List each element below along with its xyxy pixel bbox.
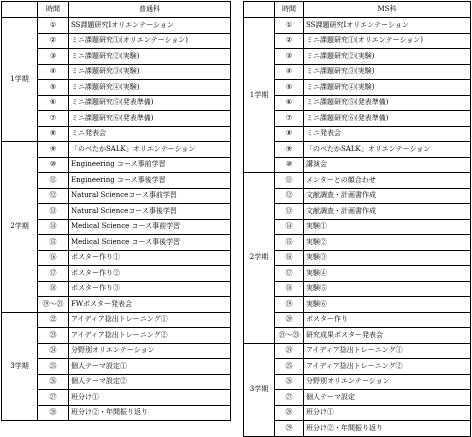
lesson-title: 実験① [304,219,471,235]
period-number: ① [38,18,69,34]
lesson-title: 実験② [304,235,471,251]
term-label: 2学期 [244,173,275,344]
lesson-title: ポスター作り① [69,250,231,266]
period-number: ⑰ [38,266,69,282]
table-row [244,95,471,111]
period-number: ⑬ [275,204,304,220]
period-number: ⑭ [275,219,304,235]
course-header: MS科 [304,2,471,18]
table-row [244,126,471,142]
lesson-title: FWポスター発表会 [69,297,231,313]
period-number: ⑬ [38,204,69,220]
course-header: 普通科 [69,2,231,18]
lesson-title: 個人テーマ設定② [69,374,231,390]
lesson-title: ポスター作り [304,312,471,328]
lesson-title: SS課題研究Ⅰオリエンテーション [304,18,471,34]
term-label: 2学期 [2,142,38,313]
period-number: ⑫ [38,188,69,204]
period-number: ① [275,18,304,34]
lesson-title: 実験⑤ [304,281,471,297]
lesson-title: ミニ課題研究⑤(発表準備) [304,95,471,111]
lesson-title: 実験⑥ [304,297,471,313]
table-row [244,297,471,313]
lesson-title: 文献調査・計画書作成 [304,188,471,204]
lesson-title: 研究成果ポスター発表会 [304,328,471,344]
period-number: ⑱ [275,281,304,297]
period-number: ⑯ [275,250,304,266]
table-row [244,421,471,437]
table-header-row [2,2,231,18]
period-number: ⑮ [38,235,69,251]
table-row [2,312,231,328]
lesson-title: Medical Science コース事前学習 [69,219,231,235]
lesson-title: ミニ課題研究①(オリエンテーション) [69,33,231,49]
lesson-title: 「のべたかSALK」オリエンテーション [69,142,231,158]
period-number: ⑱ [38,281,69,297]
lesson-title: 個人テーマ設定 [304,390,471,406]
period-number: ㉗ [275,390,304,406]
period-number: ② [38,33,69,49]
period-number: ㉖ [38,374,69,390]
lesson-title: ミニ課題研究①(オリエンテーション) [304,33,471,49]
ms-course-panel [243,1,471,437]
period-number: ⑪ [275,173,304,189]
lesson-title: 班分け① [69,390,231,406]
table-row [244,188,471,204]
period-number: ⑤ [38,80,69,96]
period-number: ㉕ [38,359,69,375]
table-row [244,235,471,251]
period-number: ⑳ [275,312,304,328]
table-row [244,111,471,127]
table-row [244,204,471,220]
table-row [244,328,471,344]
period-number: ㉗ [38,390,69,406]
period-number: ㉕ [275,359,304,375]
term-label: 3学期 [2,312,38,421]
lesson-title: Medical Science コース事後学習 [69,235,231,251]
lesson-title: 分野別オリエンテーション [69,343,231,359]
table-row [244,219,471,235]
table-row [244,18,471,34]
period-number: ⑩ [38,157,69,173]
period-number: ⑲～㉑ [38,297,69,313]
period-number: ③ [38,49,69,65]
lesson-title: 実験④ [304,266,471,282]
table-row [244,49,471,65]
table-row [244,312,471,328]
lesson-title: 班分け②・年間振り返り [304,421,471,437]
lesson-title: 実験③ [304,250,471,266]
term-label: 3学期 [244,343,275,436]
table-row [244,80,471,96]
lesson-title: Natural Scienceコース事後学習 [69,204,231,220]
lesson-title: ミニ課題研究③(実験) [69,64,231,80]
lesson-title: ポスター作り③ [69,281,231,297]
period-number: ⑥ [38,95,69,111]
lesson-title: ミニ課題研究④(実験) [69,80,231,96]
table-row [244,374,471,390]
period-number: ⑩ [275,157,304,173]
term-label: 1学期 [2,18,38,142]
lesson-title: 班分け②・年間振り返り [69,405,231,421]
schedule-body [244,18,471,437]
table-row [244,266,471,282]
period-number: ⑯ [38,250,69,266]
lesson-title: 個人テーマ設定① [69,359,231,375]
lesson-title: 分野別オリエンテーション [304,374,471,390]
schedule-body [2,18,231,421]
period-number: ㉘ [275,405,304,421]
period-number: ㉒ [38,312,69,328]
lesson-title: アイディア捻出トレーニング② [69,328,231,344]
period-number: ⑲ [275,297,304,313]
table-row [244,173,471,189]
general-course-panel [1,1,231,421]
lesson-title: 講演会 [304,157,471,173]
lesson-title: ミニ課題研究④(実験) [304,80,471,96]
period-number: ⑮ [275,235,304,251]
period-number: ⑧ [275,126,304,142]
lesson-title: ポスター作り② [69,266,231,282]
table-row [244,250,471,266]
period-number: ㉘ [38,405,69,421]
lesson-title: アイディア捻出トレーニング② [304,359,471,375]
period-number: ⑨ [38,142,69,158]
period-number: ⑨ [275,142,304,158]
table-header-row [244,2,471,18]
lesson-title: Engineering コース事前学習 [69,157,231,173]
lesson-title: ミニ発表会 [304,126,471,142]
period-number: ㉙ [275,421,304,437]
term-header [244,2,275,18]
period-number: ⑥ [275,95,304,111]
lesson-title: ミニ課題研究⑤(発表準備) [69,95,231,111]
table-row [244,405,471,421]
period-header: 時間 [275,2,304,18]
table-row [2,142,231,158]
lesson-title: Natural Scienceコース事前学習 [69,188,231,204]
table-row [244,281,471,297]
period-number: ㉔ [275,343,304,359]
period-number: ⑦ [38,111,69,127]
lesson-title: 「のべたかSALK」オリエンテーション [304,142,471,158]
period-number: ③ [275,49,304,65]
table-row [244,390,471,406]
table-row [2,18,231,34]
period-number: ⑦ [275,111,304,127]
period-number: ⑧ [38,126,69,142]
period-number: ㉑～㉓ [275,328,304,344]
lesson-title: ミニ課題研究⑥(発表準備) [304,111,471,127]
lesson-title: メンターとの顔合わせ [304,173,471,189]
period-number: ㉔ [38,343,69,359]
lesson-title: SS課題研究Ⅰオリエンテーション [69,18,231,34]
lesson-title: アイディア捻出トレーニング① [304,343,471,359]
lesson-title: ミニ発表会 [69,126,231,142]
period-number: ⑰ [275,266,304,282]
lesson-title: 文献調査・計画書作成 [304,204,471,220]
ms-course-schedule-table [243,1,471,437]
term-header [2,2,38,18]
period-number: ⑤ [275,80,304,96]
lesson-title: Engineering コース事後学習 [69,173,231,189]
period-number: ④ [38,64,69,80]
lesson-title: ミニ課題研究②(実験) [69,49,231,65]
general-course-schedule-table [1,1,231,421]
table-row [244,343,471,359]
table-row [244,157,471,173]
lesson-title: 班分け① [304,405,471,421]
period-number: ㉖ [275,374,304,390]
period-number: ⑪ [38,173,69,189]
period-number: ㉓ [38,328,69,344]
period-header: 時間 [38,2,69,18]
table-row [244,359,471,375]
table-row [244,142,471,158]
period-number: ② [275,33,304,49]
lesson-title: アイディア捻出トレーニング① [69,312,231,328]
term-label: 1学期 [244,18,275,173]
period-number: ⑫ [275,188,304,204]
period-number: ⑭ [38,219,69,235]
period-number: ④ [275,64,304,80]
lesson-title: ミニ課題研究②(実験) [304,49,471,65]
table-row [244,64,471,80]
table-row [244,33,471,49]
lesson-title: ミニ課題研究⑥(発表準備) [69,111,231,127]
lesson-title: ミニ課題研究③(実験) [304,64,471,80]
